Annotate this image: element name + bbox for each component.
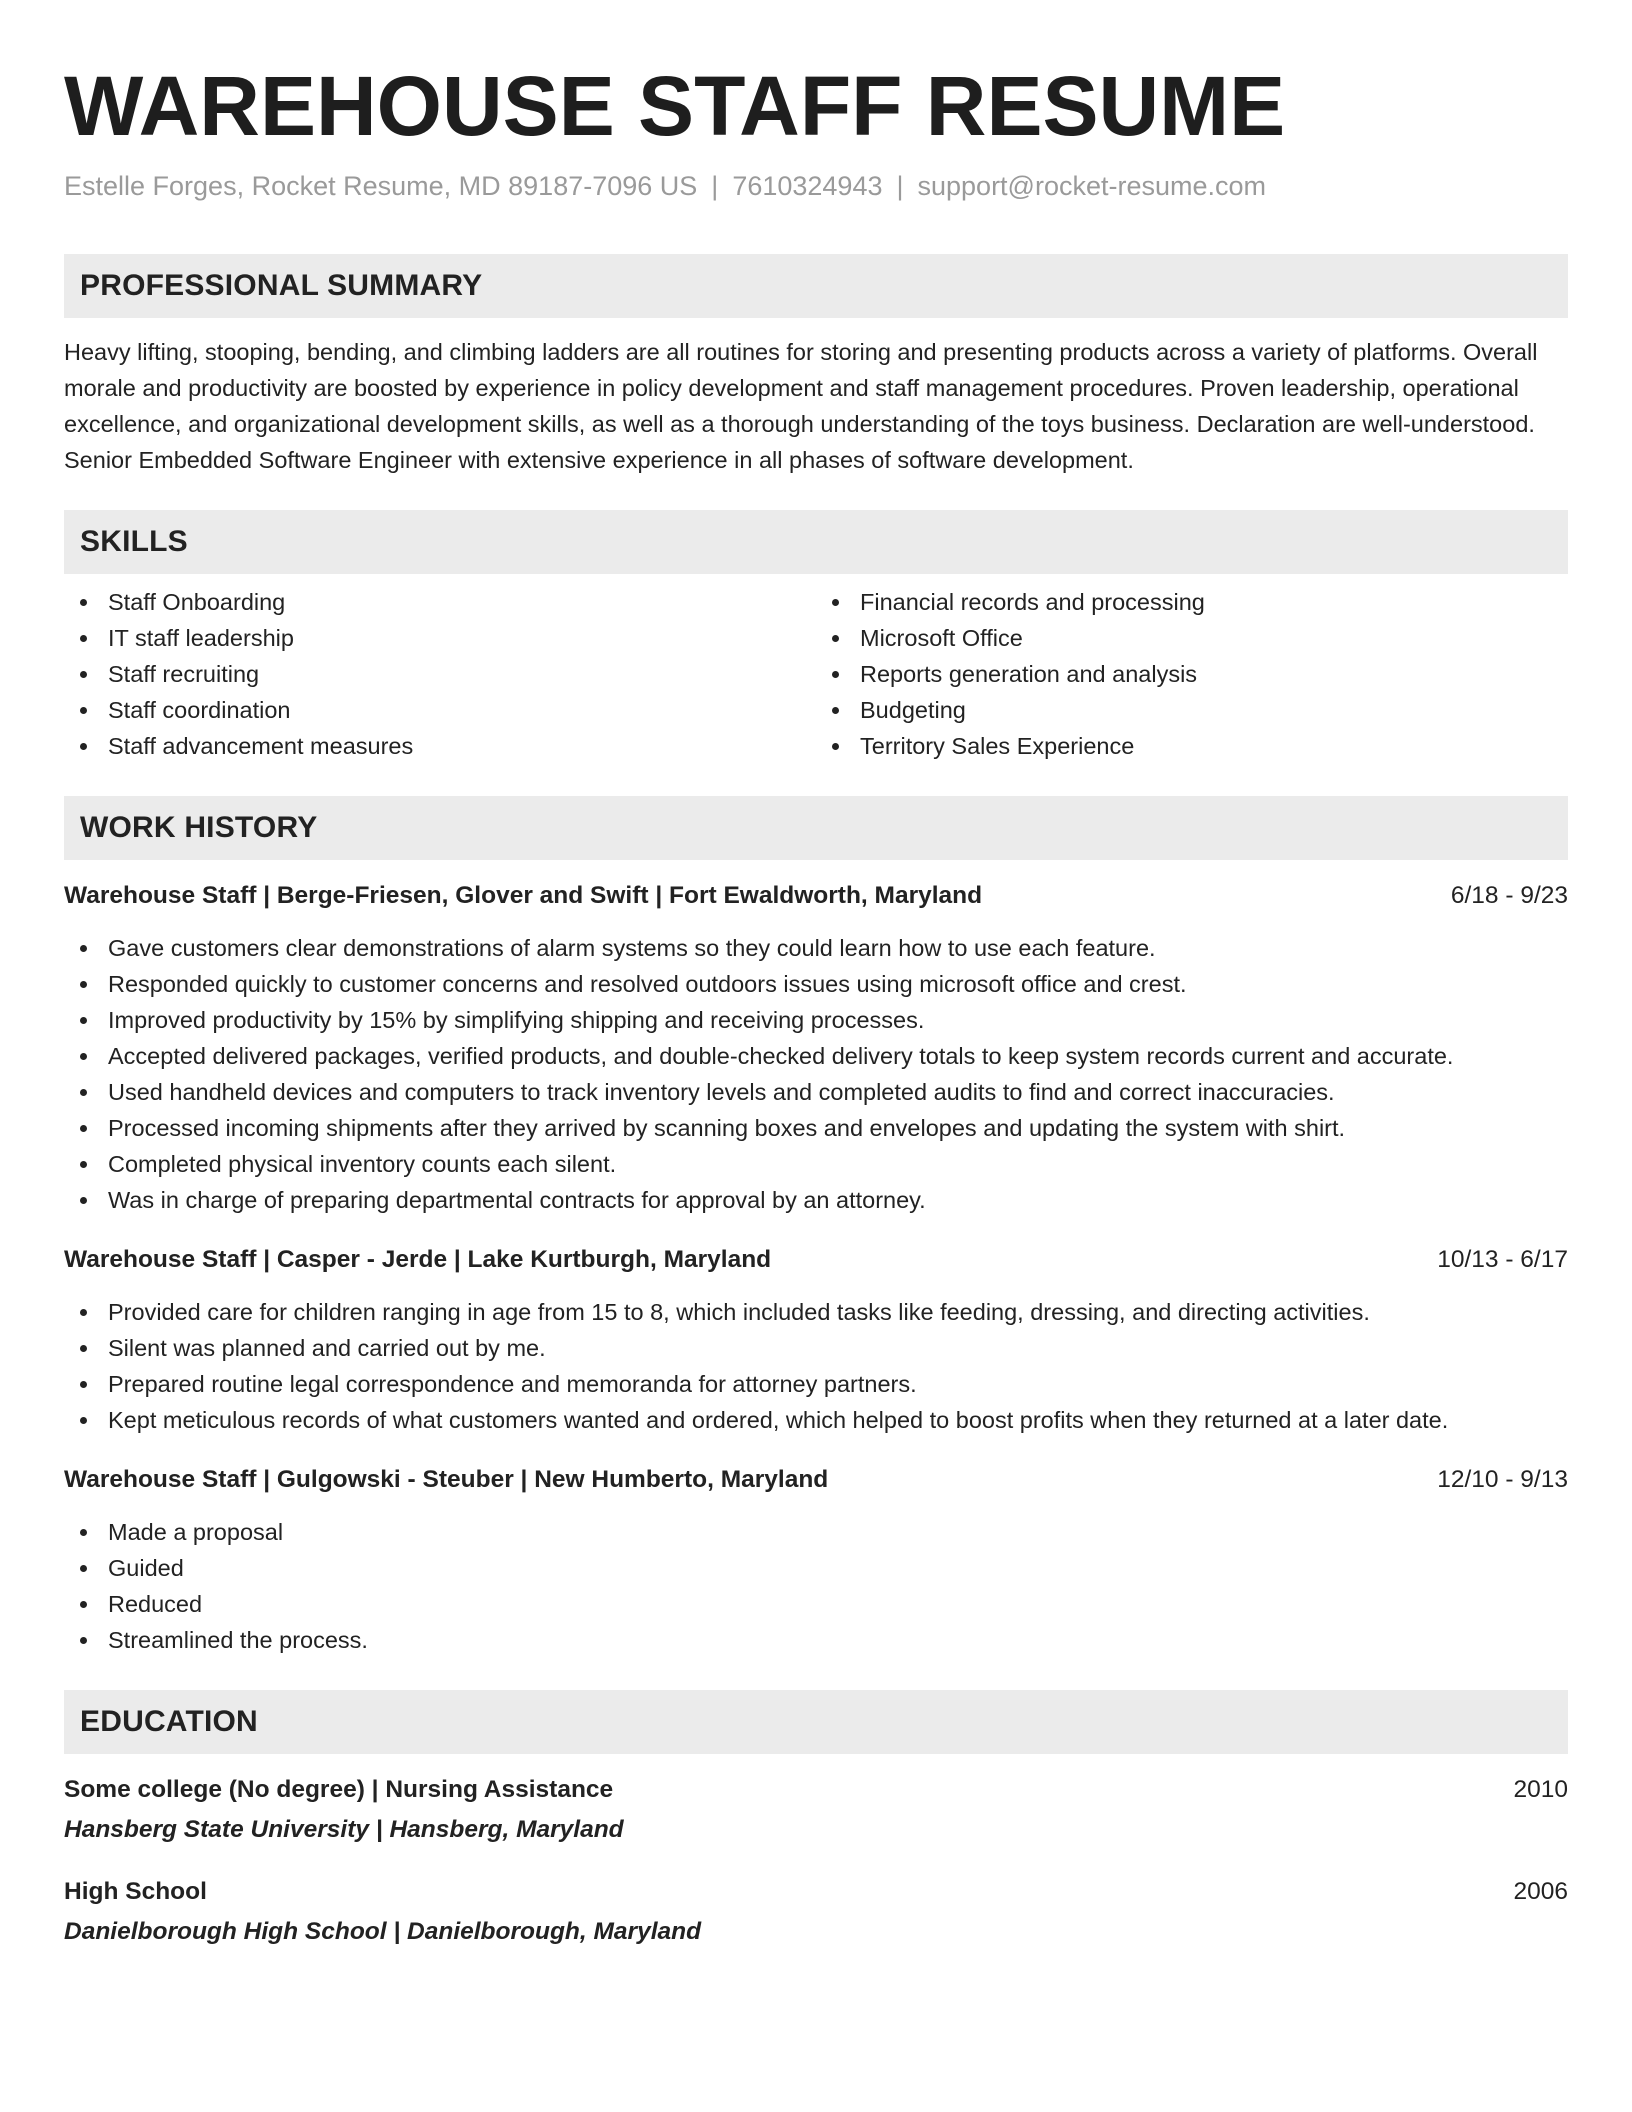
skill-item: Financial records and processing (816, 584, 1568, 620)
skills-column-right (816, 584, 1568, 764)
skill-item: Reports generation and analysis (816, 656, 1568, 692)
section-header-work-history: WORK HISTORY (64, 796, 1568, 860)
job-bullet: Responded quickly to customer concerns and resolved outdoors issues using microsoft office and crest. (64, 966, 1568, 1002)
job-entry (64, 878, 1568, 1218)
education-header (64, 1874, 1568, 1910)
job-entry (64, 1462, 1568, 1658)
job-entry (64, 1242, 1568, 1438)
job-header (64, 878, 1568, 914)
job-bullet: Guided (64, 1550, 1568, 1586)
section-header-skills: SKILLS (64, 510, 1568, 574)
education-school: Hansberg State University | Hansberg, Maryland (64, 1816, 624, 1843)
job-bullet: Used handheld devices and computers to track inventory levels and completed audits to find and correct inaccuracies. (64, 1074, 1568, 1110)
skill-item: Territory Sales Experience (816, 728, 1568, 764)
skills-list (64, 584, 1568, 764)
contact-phone: 7610324943 (732, 171, 883, 201)
skill-item: Budgeting (816, 692, 1568, 728)
education-school: Danielborough High School | Danielborough, Maryland (64, 1918, 702, 1945)
job-dates: 12/10 - 9/13 (1437, 1466, 1568, 1493)
resume-title: WAREHOUSE STAFF RESUME (64, 59, 1286, 153)
contact-separator: | (896, 171, 904, 201)
education-entry (64, 1772, 1568, 1848)
skill-item: Staff coordination (64, 692, 816, 728)
job-bullet: Silent was planned and carried out by me. (64, 1330, 1568, 1366)
summary-text: Heavy lifting, stooping, bending, and climbing ladders are all routines for storing and presenting products across a variety of platforms. Overall morale and productivity are boosted by experience in policy development and staff management procedures. Proven leadership, operational excellence, and organizational development skills, as well as a thorough understanding of the toys business. Declaration are well-understood. Senior Embedded Software Engineer with extensive experience in all phases of software development. (64, 339, 1538, 473)
job-bullet: Prepared routine legal correspondence and memoranda for attorney partners. (64, 1366, 1568, 1402)
job-bullet: Kept meticulous records of what customers wanted and ordered, which helped to boost profits when they returned at a later date. (64, 1402, 1568, 1438)
skill-item: Staff Onboarding (64, 584, 816, 620)
contact-separator: | (711, 171, 719, 201)
job-dates: 10/13 - 6/17 (1437, 1246, 1568, 1273)
job-header (64, 1462, 1568, 1498)
job-bullet: Was in charge of preparing departmental contracts for approval by an attorney. (64, 1182, 1568, 1218)
job-bullets (64, 1514, 1568, 1658)
education-header (64, 1772, 1568, 1808)
job-header (64, 1242, 1568, 1278)
education-year: 2006 (1513, 1878, 1568, 1905)
job-bullet: Reduced (64, 1586, 1568, 1622)
job-bullet: Gave customers clear demonstrations of alarm systems so they could learn how to use each feature. (64, 930, 1568, 966)
job-title: Warehouse Staff | Casper - Jerde | Lake Kurtburgh, Maryland (64, 1246, 772, 1273)
job-bullets (64, 1294, 1568, 1438)
contact-email: support@rocket-resume.com (917, 171, 1267, 201)
job-dates: 6/18 - 9/23 (1450, 882, 1568, 909)
job-bullet: Accepted delivered packages, verified products, and double-checked delivery totals to keep system records current and accurate. (64, 1038, 1568, 1074)
job-bullet: Made a proposal (64, 1514, 1568, 1550)
job-bullet: Improved productivity by 15% by simplifying shipping and receiving processes. (64, 1002, 1568, 1038)
skill-item: Microsoft Office (816, 620, 1568, 656)
skill-item: Staff advancement measures (64, 728, 816, 764)
job-bullet: Processed incoming shipments after they arrived by scanning boxes and envelopes and updating the system with shirt. (64, 1110, 1568, 1146)
job-title: Warehouse Staff | Berge-Friesen, Glover and Swift | Fort Ewaldworth, Maryland (64, 882, 983, 909)
job-bullet: Completed physical inventory counts each silent. (64, 1146, 1568, 1182)
contact-address: Estelle Forges, Rocket Resume, MD 89187-7096 US (64, 171, 698, 201)
contact-line (64, 168, 1568, 204)
education-degree: Some college (No degree) | Nursing Assistance (64, 1776, 614, 1803)
skills-column-left (64, 584, 816, 764)
job-bullets (64, 930, 1568, 1218)
education-year: 2010 (1513, 1776, 1568, 1803)
job-bullet: Streamlined the process. (64, 1622, 1568, 1658)
job-title: Warehouse Staff | Gulgowski - Steuber | New Humberto, Maryland (64, 1466, 829, 1493)
section-header-education: EDUCATION (64, 1690, 1568, 1754)
skill-item: IT staff leadership (64, 620, 816, 656)
section-header-summary: PROFESSIONAL SUMMARY (64, 254, 1568, 318)
education-entry (64, 1874, 1568, 1950)
skill-item: Staff recruiting (64, 656, 816, 692)
job-bullet: Provided care for children ranging in age from 15 to 8, which included tasks like feeding, dressing, and directing activities. (64, 1294, 1568, 1330)
education-degree: High School (64, 1878, 207, 1905)
